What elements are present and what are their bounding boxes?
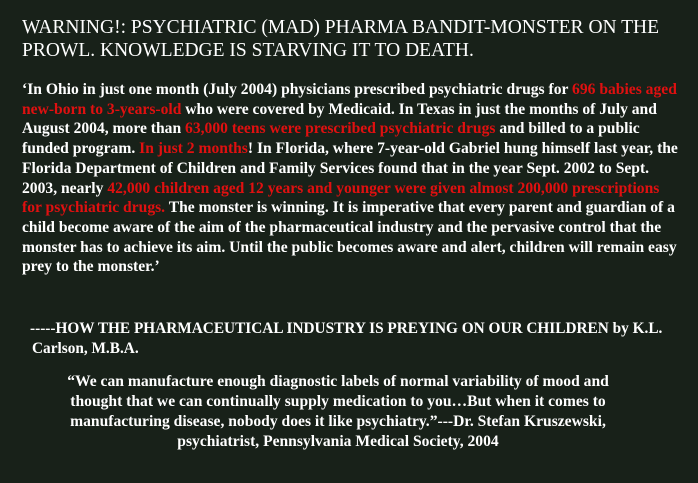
kruszewski-quote (18, 372, 658, 452)
quote-text-5: The monster is winning. It is imperative that every parent and guardian of a child become aware of the aim of the pharmaceutical industry and the pervasive control that the monster has to achieve its aim. Until the public becomes aware and alert, children will remain easy prey to the monster.’ (22, 199, 677, 276)
quote-text-4: ! In Florida, where 7-year-old Gabriel hung himself last year, the Florida Department of Children and Family Services found that in the year Sept. 2002 to Sept. 2003, nearly (22, 140, 678, 197)
warning-heading-line-1: WARNING!: PSYCHIATRIC (MAD) PHARMA BANDIT-MONSTER ON THE (22, 17, 660, 38)
kruszewski-quote-line-2: thought that we can continually supply medication to you…But when it comes to (70, 393, 606, 410)
kruszewski-quote-line-3: manufacturing disease, nobody does it like psychiatry.”---Dr. Stefan Kruszewski, (70, 413, 606, 430)
warning-heading-line-2: PROWL. KNOWLEDGE IS STARVING IT TO DEATH. (22, 40, 474, 61)
kruszewski-quote-line-1: “We can manufacture enough diagnostic labels of normal variability of mood and (67, 373, 609, 390)
quote-highlight-florida-children: 42,000 children aged 12 years and younger were given almost 200,000 prescriptions for psychiatric drugs. (22, 179, 660, 217)
quote-highlight-two-months: In just 2 months (139, 140, 248, 158)
quote-text-2: who were covered by Medicaid. In Texas in just the months of July and August 2004, more than (22, 100, 657, 138)
quote-attribution: -----HOW THE PHARMACEUTICAL INDUSTRY IS PREYING ON OUR CHILDREN by K.L. Carlson, M.B.A. (30, 320, 663, 357)
warning-heading (22, 16, 692, 62)
quote-highlight-texas-teens: 63,000 teens were prescribed psychiatric drugs (185, 120, 496, 138)
quote-text-3: and billed to a public funded program. (22, 120, 640, 158)
carlson-quote (22, 80, 682, 277)
quote-text-1: ‘In Ohio in just one month (July 2004) physicians prescribed psychiatric drugs for (22, 81, 573, 98)
quote-highlight-ohio-babies: 696 babies aged new-born to 3-years-old (22, 81, 677, 118)
kruszewski-quote-line-4: psychiatrist, Pennsylvania Medical Society, 2004 (177, 433, 499, 450)
